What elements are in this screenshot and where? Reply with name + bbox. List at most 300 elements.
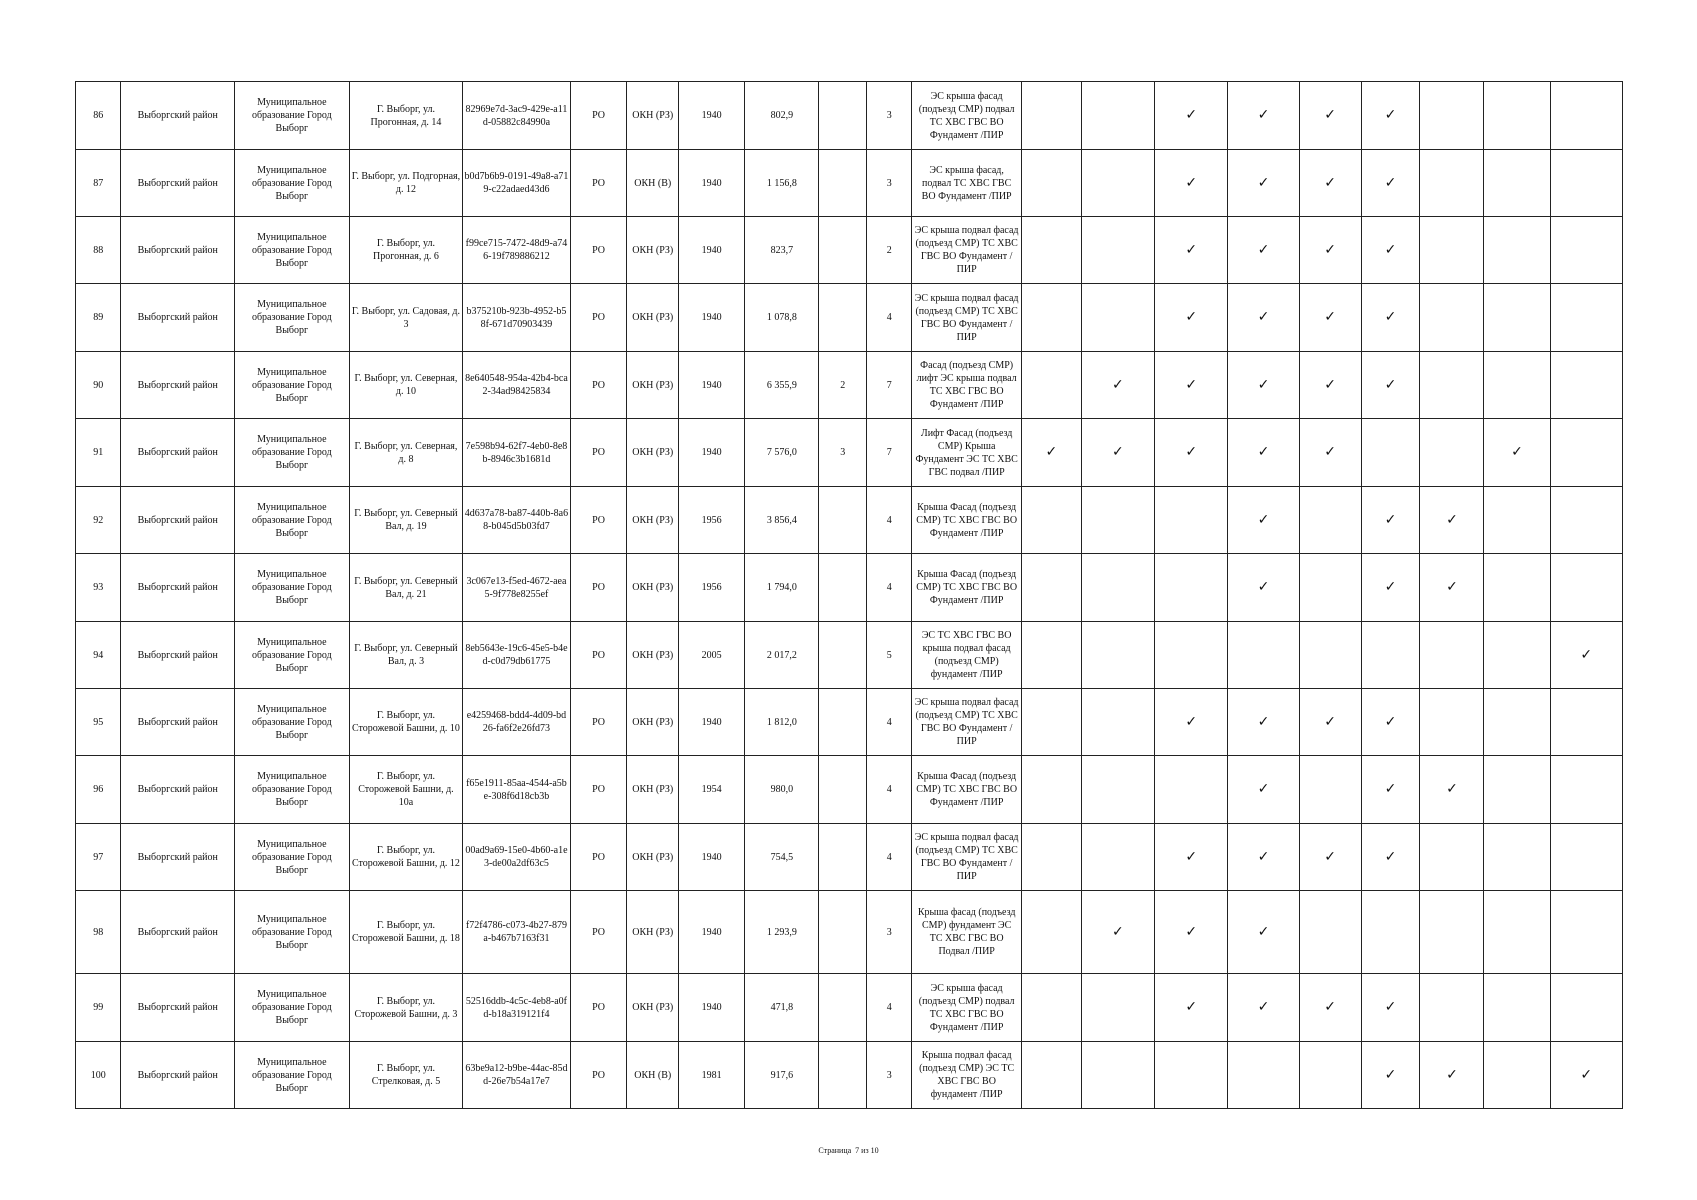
district-cell: Выборгский район	[121, 891, 235, 974]
area-cell: 7 576,0	[745, 419, 819, 487]
work-type-cell	[1484, 554, 1550, 622]
heritage-status-cell: ОКН (РЗ)	[627, 824, 679, 891]
work-type-cell	[1299, 689, 1361, 756]
fias-code-cell: b0d7b6b9-0191-49a8-a719-c22adaed43d6	[463, 150, 570, 217]
owner-type-cell: РО	[570, 756, 627, 824]
checkmark-icon: ✓	[1384, 999, 1397, 1015]
work-type-cell	[1299, 891, 1361, 974]
checkmark-icon: ✓	[1185, 309, 1198, 325]
work-type-cell	[1361, 217, 1420, 284]
build-year-cell: 2005	[679, 622, 745, 689]
work-type-cell	[1228, 1042, 1299, 1109]
checkmark-icon: ✓	[1185, 241, 1198, 258]
total-pages: 10	[870, 1146, 879, 1155]
table-row	[76, 82, 1623, 150]
works-list-cell: Фасад (подъезд СМР) лифт ЭС крыша подвал ТС ХВС ГВС ВО Фундамент /ПИР	[912, 352, 1021, 419]
fias-code-cell: 7e598b94-62f7-4eb0-8e8b-8946c3b1681d	[463, 419, 570, 487]
work-type-cell	[1550, 487, 1622, 554]
table-row	[76, 352, 1623, 419]
work-type-cell	[1550, 284, 1622, 352]
work-type-cell	[1155, 217, 1228, 284]
work-type-cell	[1550, 689, 1622, 756]
work-type-cell	[1420, 419, 1484, 487]
heritage-status-cell: ОКН (РЗ)	[627, 974, 679, 1042]
municipality-cell: Муниципальное образование Город Выборг	[235, 756, 350, 824]
work-type-cell	[1420, 217, 1484, 284]
heritage-status-cell: ОКН (РЗ)	[627, 622, 679, 689]
works-list-cell: ЭС крыша подвал фасад (подъезд СМР) ТС ХВС ГВС ВО Фундамент /ПИР	[912, 689, 1021, 756]
checkmark-icon: ✓	[1257, 579, 1270, 595]
work-type-cell	[1420, 150, 1484, 217]
work-type-cell	[1484, 487, 1550, 554]
heritage-status-cell: ОКН (РЗ)	[627, 419, 679, 487]
row-number: 88	[76, 217, 121, 284]
checkmark-icon: ✓	[1384, 1066, 1397, 1083]
work-type-cell	[1550, 352, 1622, 419]
floors-cell: 3	[866, 82, 911, 150]
work-type-cell	[1155, 150, 1228, 217]
owner-type-cell: РО	[570, 891, 627, 974]
owner-type-cell: РО	[570, 622, 627, 689]
address-cell: Г. Выборг, ул. Северная, д. 8	[349, 419, 463, 487]
work-type-cell	[1228, 419, 1299, 487]
table-row	[76, 217, 1623, 284]
checkmark-icon: ✓	[1446, 579, 1458, 595]
work-type-cell	[1155, 622, 1228, 689]
district-cell: Выборгский район	[121, 689, 235, 756]
works-list-cell: Крыша Фасад (подъезд СМР) ТС ХВС ГВС ВО Фундамент /ПИР	[912, 756, 1021, 824]
work-type-cell	[1484, 82, 1550, 150]
district-cell: Выборгский район	[121, 419, 235, 487]
work-type-cell	[1299, 974, 1361, 1042]
elevator-count-cell: 3	[819, 419, 867, 487]
work-type-cell	[1361, 824, 1420, 891]
address-cell: Г. Выборг, ул. Садовая, д. 3	[349, 284, 463, 352]
table-row	[76, 891, 1623, 974]
checkmark-icon: ✓	[1384, 511, 1397, 528]
checkmark-icon: ✓	[1511, 444, 1523, 460]
checkmark-icon: ✓	[1384, 781, 1397, 797]
work-type-cell	[1299, 1042, 1361, 1109]
elevator-count-cell	[819, 1042, 867, 1109]
work-type-cell	[1081, 284, 1154, 352]
work-type-cell	[1081, 352, 1154, 419]
work-type-cell	[1228, 756, 1299, 824]
checkmark-icon: ✓	[1112, 923, 1124, 940]
address-cell: Г. Выборг, ул. Прогонная, д. 14	[349, 82, 463, 150]
works-list-cell: ЭС крыша фасад (подъезд СМР) подвал ТС ХВС ГВС ВО Фундамент /ПИР	[912, 82, 1021, 150]
checkmark-icon: ✓	[1185, 713, 1198, 730]
area-cell: 1 293,9	[745, 891, 819, 974]
checkmark-icon: ✓	[1257, 511, 1270, 528]
table-row	[76, 689, 1623, 756]
work-type-cell	[1081, 554, 1154, 622]
work-type-cell	[1484, 217, 1550, 284]
checkmark-icon: ✓	[1257, 107, 1270, 123]
floors-cell: 4	[866, 756, 911, 824]
row-number: 99	[76, 974, 121, 1042]
work-type-cell	[1081, 622, 1154, 689]
work-type-cell	[1081, 891, 1154, 974]
row-number: 97	[76, 824, 121, 891]
work-type-cell	[1299, 554, 1361, 622]
table-row	[76, 419, 1623, 487]
address-cell: Г. Выборг, ул. Сторожевой Башни, д. 3	[349, 974, 463, 1042]
table-row	[76, 824, 1623, 891]
work-type-cell	[1420, 487, 1484, 554]
work-type-cell	[1155, 419, 1228, 487]
municipality-cell: Муниципальное образование Город Выборг	[235, 217, 350, 284]
work-type-cell	[1299, 150, 1361, 217]
area-cell: 802,9	[745, 82, 819, 150]
checkmark-icon: ✓	[1112, 444, 1124, 460]
work-type-cell	[1299, 217, 1361, 284]
row-number: 96	[76, 756, 121, 824]
work-type-cell	[1081, 487, 1154, 554]
address-cell: Г. Выборг, ул. Стрелковая, д. 5	[349, 1042, 463, 1109]
municipality-cell: Муниципальное образование Город Выборг	[235, 419, 350, 487]
elevator-count-cell	[819, 82, 867, 150]
work-type-cell	[1155, 1042, 1228, 1109]
elevator-count-cell	[819, 974, 867, 1042]
floors-cell: 3	[866, 150, 911, 217]
table-row	[76, 974, 1623, 1042]
area-cell: 1 812,0	[745, 689, 819, 756]
checkmark-icon: ✓	[1324, 376, 1336, 393]
fias-code-cell: 8eb5643e-19c6-45e5-b4ed-c0d79db61775	[463, 622, 570, 689]
row-number: 90	[76, 352, 121, 419]
work-type-cell	[1420, 352, 1484, 419]
works-list-cell: ЭС крыша подвал фасад (подъезд СМР) ТС ХВС ГВС ВО Фундамент /ПИР	[912, 217, 1021, 284]
work-type-cell	[1484, 284, 1550, 352]
work-type-cell	[1550, 554, 1622, 622]
fias-code-cell: b375210b-923b-4952-b58f-671d70903439	[463, 284, 570, 352]
district-cell: Выборгский район	[121, 82, 235, 150]
municipality-cell: Муниципальное образование Город Выборг	[235, 689, 350, 756]
checkmark-icon: ✓	[1257, 848, 1270, 865]
floors-cell: 7	[866, 419, 911, 487]
work-type-cell	[1081, 689, 1154, 756]
checkmark-icon: ✓	[1384, 713, 1397, 730]
elevator-count-cell	[819, 689, 867, 756]
work-type-cell	[1550, 824, 1622, 891]
work-type-cell	[1420, 1042, 1484, 1109]
work-type-cell	[1550, 1042, 1622, 1109]
row-number: 86	[76, 82, 121, 150]
work-type-cell	[1299, 487, 1361, 554]
checkmark-icon: ✓	[1324, 174, 1336, 191]
work-type-cell	[1420, 689, 1484, 756]
district-cell: Выборгский район	[121, 150, 235, 217]
address-cell: Г. Выборг, ул. Сторожевой Башни, д. 10а	[349, 756, 463, 824]
checkmark-icon: ✓	[1446, 511, 1458, 528]
checkmark-icon: ✓	[1185, 376, 1198, 393]
work-type-cell	[1155, 756, 1228, 824]
elevator-count-cell	[819, 554, 867, 622]
address-cell: Г. Выборг, ул. Северный Вал, д. 19	[349, 487, 463, 554]
work-type-cell	[1361, 284, 1420, 352]
checkmark-icon: ✓	[1185, 444, 1198, 460]
area-cell: 917,6	[745, 1042, 819, 1109]
checkmark-icon: ✓	[1257, 376, 1270, 393]
owner-type-cell: РО	[570, 150, 627, 217]
work-type-cell	[1081, 974, 1154, 1042]
work-type-cell	[1021, 150, 1081, 217]
checkmark-icon: ✓	[1257, 999, 1270, 1015]
owner-type-cell: РО	[570, 419, 627, 487]
row-number: 92	[76, 487, 121, 554]
work-type-cell	[1550, 217, 1622, 284]
build-year-cell: 1940	[679, 284, 745, 352]
work-type-cell	[1361, 419, 1420, 487]
checkmark-icon: ✓	[1580, 1066, 1593, 1083]
checkmark-icon: ✓	[1257, 174, 1270, 191]
floors-cell: 4	[866, 284, 911, 352]
table-row	[76, 150, 1623, 217]
checkmark-icon: ✓	[1257, 781, 1270, 797]
checkmark-icon: ✓	[1185, 174, 1198, 191]
work-type-cell	[1420, 284, 1484, 352]
district-cell: Выборгский район	[121, 824, 235, 891]
checkmark-icon: ✓	[1257, 713, 1270, 730]
build-year-cell: 1981	[679, 1042, 745, 1109]
work-type-cell	[1420, 622, 1484, 689]
work-type-cell	[1484, 974, 1550, 1042]
elevator-count-cell	[819, 487, 867, 554]
build-year-cell: 1940	[679, 82, 745, 150]
build-year-cell: 1940	[679, 150, 745, 217]
work-type-cell	[1021, 891, 1081, 974]
work-type-cell	[1155, 487, 1228, 554]
row-number: 89	[76, 284, 121, 352]
owner-type-cell: РО	[570, 82, 627, 150]
area-cell: 6 355,9	[745, 352, 819, 419]
fias-code-cell: f65e1911-85aa-4544-a5be-308f6d18cb3b	[463, 756, 570, 824]
work-type-cell	[1484, 824, 1550, 891]
work-type-cell	[1081, 150, 1154, 217]
page-footer	[0, 1146, 1697, 1155]
checkmark-icon: ✓	[1324, 309, 1336, 325]
municipality-cell: Муниципальное образование Город Выборг	[235, 487, 350, 554]
owner-type-cell: РО	[570, 824, 627, 891]
fias-code-cell: 00ad9a69-15e0-4b60-a1e3-de00a2df63c5	[463, 824, 570, 891]
work-type-cell	[1484, 419, 1550, 487]
work-type-cell	[1155, 352, 1228, 419]
district-cell: Выборгский район	[121, 622, 235, 689]
row-number: 87	[76, 150, 121, 217]
works-list-cell: ЭС крыша подвал фасад (подъезд СМР) ТС ХВС ГВС ВО Фундамент /ПИР	[912, 824, 1021, 891]
checkmark-icon: ✓	[1324, 241, 1336, 258]
work-type-cell	[1361, 82, 1420, 150]
heritage-status-cell: ОКН (РЗ)	[627, 554, 679, 622]
works-list-cell: Лифт Фасад (подъезд СМР) Крыша Фундамент ЭС ТС ХВС ГВС подвал /ПИР	[912, 419, 1021, 487]
work-type-cell	[1155, 689, 1228, 756]
build-year-cell: 1940	[679, 217, 745, 284]
checkmark-icon: ✓	[1384, 107, 1397, 123]
works-list-cell: ЭС крыша подвал фасад (подъезд СМР) ТС ХВС ГВС ВО Фундамент /ПИР	[912, 284, 1021, 352]
work-type-cell	[1484, 891, 1550, 974]
table-row	[76, 622, 1623, 689]
area-cell: 823,7	[745, 217, 819, 284]
work-type-cell	[1155, 82, 1228, 150]
work-type-cell	[1228, 974, 1299, 1042]
owner-type-cell: РО	[570, 487, 627, 554]
works-table	[75, 81, 1623, 1109]
table-row	[76, 756, 1623, 824]
work-type-cell	[1228, 689, 1299, 756]
checkmark-icon: ✓	[1324, 444, 1336, 460]
heritage-status-cell: ОКН (РЗ)	[627, 891, 679, 974]
elevator-count-cell	[819, 622, 867, 689]
page-of: из	[861, 1146, 869, 1155]
district-cell: Выборгский район	[121, 974, 235, 1042]
elevator-count-cell	[819, 217, 867, 284]
work-type-cell	[1361, 689, 1420, 756]
checkmark-icon: ✓	[1324, 713, 1336, 730]
owner-type-cell: РО	[570, 554, 627, 622]
work-type-cell	[1228, 487, 1299, 554]
checkmark-icon: ✓	[1045, 444, 1058, 460]
build-year-cell: 1940	[679, 352, 745, 419]
work-type-cell	[1550, 756, 1622, 824]
work-type-cell	[1361, 974, 1420, 1042]
work-type-cell	[1361, 150, 1420, 217]
work-type-cell	[1081, 756, 1154, 824]
fias-code-cell: 3c067e13-f5ed-4672-aea5-9f778e8255ef	[463, 554, 570, 622]
row-number: 93	[76, 554, 121, 622]
work-type-cell	[1299, 352, 1361, 419]
municipality-cell: Муниципальное образование Город Выборг	[235, 891, 350, 974]
work-type-cell	[1550, 150, 1622, 217]
work-type-cell	[1550, 891, 1622, 974]
fias-code-cell: 52516ddb-4c5c-4eb8-a0fd-b18a319121f4	[463, 974, 570, 1042]
work-type-cell	[1550, 419, 1622, 487]
checkmark-icon: ✓	[1185, 848, 1198, 865]
checkmark-icon: ✓	[1446, 1066, 1458, 1083]
work-type-cell	[1361, 891, 1420, 974]
checkmark-icon: ✓	[1185, 107, 1198, 123]
floors-cell: 2	[866, 217, 911, 284]
address-cell: Г. Выборг, ул. Подгорная, д. 12	[349, 150, 463, 217]
work-type-cell	[1021, 622, 1081, 689]
work-type-cell	[1228, 352, 1299, 419]
work-type-cell	[1299, 82, 1361, 150]
work-type-cell	[1420, 824, 1484, 891]
work-type-cell	[1021, 824, 1081, 891]
build-year-cell: 1940	[679, 974, 745, 1042]
work-type-cell	[1228, 82, 1299, 150]
work-type-cell	[1155, 974, 1228, 1042]
floors-cell: 4	[866, 554, 911, 622]
checkmark-icon: ✓	[1384, 848, 1397, 865]
work-type-cell	[1420, 974, 1484, 1042]
work-type-cell	[1299, 756, 1361, 824]
heritage-status-cell: ОКН (РЗ)	[627, 352, 679, 419]
area-cell: 754,5	[745, 824, 819, 891]
fias-code-cell: 4d637a78-ba87-440b-8a68-b045d5b03fd7	[463, 487, 570, 554]
municipality-cell: Муниципальное образование Город Выборг	[235, 554, 350, 622]
owner-type-cell: РО	[570, 689, 627, 756]
floors-cell: 4	[866, 487, 911, 554]
work-type-cell	[1081, 1042, 1154, 1109]
works-list-cell: Крыша фасад (подъезд СМР) фундамент ЭС ТС ХВС ГВС ВО Подвал /ПИР	[912, 891, 1021, 974]
table-row	[76, 554, 1623, 622]
works-list-cell: Крыша подвал фасад (подъезд СМР) ЭС ТС ХВС ГВС ВО фундамент /ПИР	[912, 1042, 1021, 1109]
district-cell: Выборгский район	[121, 554, 235, 622]
owner-type-cell: РО	[570, 284, 627, 352]
build-year-cell: 1940	[679, 891, 745, 974]
work-type-cell	[1420, 756, 1484, 824]
district-cell: Выборгский район	[121, 1042, 235, 1109]
work-type-cell	[1299, 622, 1361, 689]
area-cell: 3 856,4	[745, 487, 819, 554]
checkmark-icon: ✓	[1384, 376, 1397, 393]
work-type-cell	[1228, 891, 1299, 974]
floors-cell: 4	[866, 974, 911, 1042]
row-number: 94	[76, 622, 121, 689]
municipality-cell: Муниципальное образование Город Выборг	[235, 150, 350, 217]
municipality-cell: Муниципальное образование Город Выборг	[235, 1042, 350, 1109]
heritage-status-cell: ОКН (РЗ)	[627, 756, 679, 824]
area-cell: 2 017,2	[745, 622, 819, 689]
work-type-cell	[1299, 419, 1361, 487]
work-type-cell	[1021, 352, 1081, 419]
district-cell: Выборгский район	[121, 352, 235, 419]
area-cell: 980,0	[745, 756, 819, 824]
heritage-status-cell: ОКН (РЗ)	[627, 217, 679, 284]
address-cell: Г. Выборг, ул. Сторожевой Башни, д. 12	[349, 824, 463, 891]
build-year-cell: 1940	[679, 419, 745, 487]
elevator-count-cell	[819, 150, 867, 217]
district-cell: Выборгский район	[121, 284, 235, 352]
area-cell: 1 078,8	[745, 284, 819, 352]
work-type-cell	[1021, 554, 1081, 622]
municipality-cell: Муниципальное образование Город Выборг	[235, 284, 350, 352]
work-type-cell	[1228, 217, 1299, 284]
build-year-cell: 1956	[679, 554, 745, 622]
floors-cell: 5	[866, 622, 911, 689]
municipality-cell: Муниципальное образование Город Выборг	[235, 82, 350, 150]
work-type-cell	[1361, 487, 1420, 554]
work-type-cell	[1484, 689, 1550, 756]
checkmark-icon: ✓	[1384, 174, 1397, 191]
floors-cell: 7	[866, 352, 911, 419]
work-type-cell	[1021, 689, 1081, 756]
work-type-cell	[1361, 352, 1420, 419]
elevator-count-cell	[819, 824, 867, 891]
heritage-status-cell: ОКН (РЗ)	[627, 284, 679, 352]
municipality-cell: Муниципальное образование Город Выборг	[235, 974, 350, 1042]
work-type-cell	[1081, 419, 1154, 487]
area-cell: 1 156,8	[745, 150, 819, 217]
work-type-cell	[1155, 554, 1228, 622]
work-type-cell	[1361, 756, 1420, 824]
work-type-cell	[1155, 824, 1228, 891]
work-type-cell	[1299, 284, 1361, 352]
work-type-cell	[1021, 284, 1081, 352]
elevator-count-cell	[819, 284, 867, 352]
page-prefix: Страница	[818, 1146, 852, 1155]
work-type-cell	[1484, 756, 1550, 824]
checkmark-icon: ✓	[1324, 848, 1336, 865]
checkmark-icon: ✓	[1257, 309, 1270, 325]
checkmark-icon: ✓	[1446, 781, 1458, 797]
fias-code-cell: e4259468-bdd4-4d09-bd26-fa6f2e26fd73	[463, 689, 570, 756]
work-type-cell	[1155, 284, 1228, 352]
checkmark-icon: ✓	[1580, 646, 1593, 663]
fias-code-cell: 63be9a12-b9be-44ac-85dd-26e7b54a17e7	[463, 1042, 570, 1109]
work-type-cell	[1361, 622, 1420, 689]
